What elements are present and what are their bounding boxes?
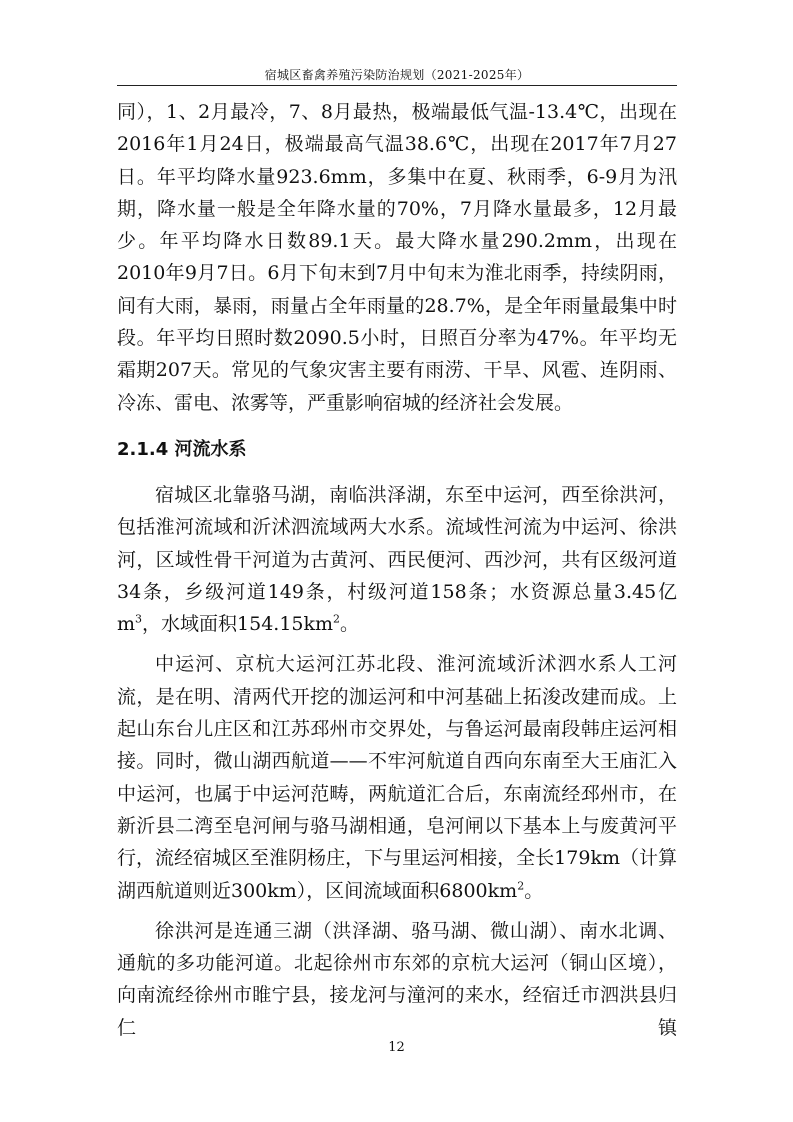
zhong-canal-paragraph — [117, 648, 677, 906]
climate-paragraph: 同），1、2月最冷，7、8月最热，极端最低气温-13.4℃，出现在2016年1月24日，极端最高气温38.6℃，出现在2017年7月27日。年平均降水量923.6mm，多集中在夏、秋雨季，6-9月为汛期，降水量一般是全年降水量的70%，7月降水量最多，12月最少。年平均降水日数89.1天。最大降水量290.2mm，出现在2010年9月7日。6月下旬末到7月中旬末为淮北雨季，持续阴雨，间有大雨，暴雨，雨量占全年雨量的28.7%，是全年雨量最集中时段。年平均日照时数2090.5小时，日照百分率为47%。年平均无霜期207天。常见的气象灾害主要有雨涝、干旱、风雹、连阴雨、冷冻、雷电、浓雾等，严重影响宿城的经济社会发展。 — [117, 101, 677, 414]
body-text — [117, 96, 677, 1044]
header-rule — [117, 85, 677, 86]
zhong-canal-text-end: 。 — [524, 879, 544, 902]
superscript-square: 2 — [333, 612, 341, 626]
superscript-square: 2 — [517, 879, 525, 893]
page-number: 12 — [388, 1040, 405, 1055]
zhong-canal-text: 中运河、京杭大运河江苏北段、淮河流域沂沭泗水系人工河流，是在明、清两代开挖的泇运河和中河基础上拓浚改建而成。上起山东台儿庄区和江苏邳州市交界处，与鲁运河最南段韩庄运河相接。同时，微山湖西航道——不牢河航道自西向东南至大王庙汇入中运河，也属于中运河范畴，两航道汇合后，东南流经邳州市，在新沂县二湾至皂河闸与骆马湖相通，皂河闸以下基本上与废黄河平行，流经宿城区至淮阴杨庄，下与里运河相接，全长179km（计算湖西航道则近300km），区间流域面积6800km — [117, 653, 677, 902]
running-header: 宿城区畜禽养殖污染防治规划（2021-2025年） — [264, 68, 530, 82]
xuhong-river-paragraph: 徐洪河是连通三湖（洪泽湖、骆马湖、微山湖）、南水北调、通航的多功能河道。北起徐州市东郊的京杭大运河（铜山区境），向南流经徐州市睢宁县，接龙河与潼河的来水，经宿迁市泗洪县归仁镇 — [117, 919, 677, 1039]
section-heading: 2.1.4 河流水系 — [117, 438, 247, 460]
superscript-cubic: 3 — [135, 612, 143, 626]
river-system-paragraph — [117, 479, 677, 640]
river-system-text: 宿城区北靠骆马湖，南临洪泽湖，东至中运河，西至徐洪河，包括淮河流域和沂沭泗流域两大水系。流域性河流为中运河、徐洪河，区域性骨干河道为古黄河、西民便河、西沙河，共有区级河道34条，乡级河道149条，村级河道158条；水资源总量3.45亿m — [117, 483, 677, 636]
river-system-text-end: 。 — [340, 613, 360, 636]
river-system-text-mid: ，水域面积154.15km — [142, 613, 334, 636]
